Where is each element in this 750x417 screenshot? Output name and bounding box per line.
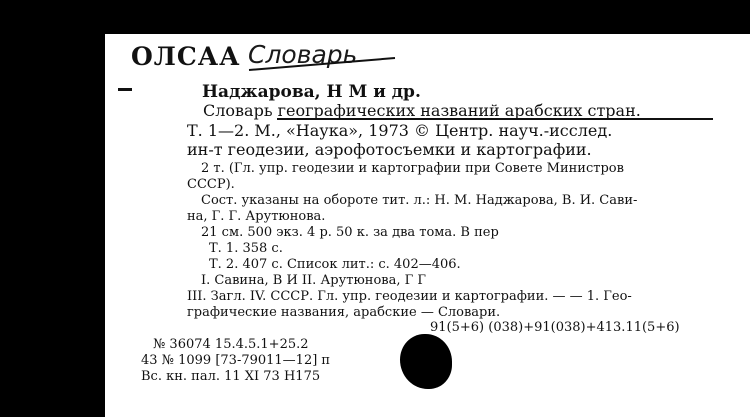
title-line-3: ин-т геодезии, аэрофотосъемки и картографии. — [187, 140, 592, 159]
card-heading: ОЛСАА — [131, 42, 241, 71]
body-line-4: на, Г. Г. Арутюнова. — [187, 209, 326, 224]
handwritten-note: Словарь — [248, 40, 358, 69]
author-line: Наджарова, Н М и др. — [202, 82, 421, 102]
title-underline — [275, 115, 715, 123]
body-line-10: графические названия, арабские — Словари. — [187, 305, 501, 320]
body-line-7: Т. 2. 407 с. Список лит.: с. 402—406. — [209, 257, 461, 272]
body-line-1: 2 т. (Гл. упр. геодезии и картографии при Совете Министров — [201, 161, 624, 176]
body-line-6: Т. 1. 358 с. — [209, 241, 283, 256]
body-line-9: III. Загл. IV. СССР. Гл. упр. геодезии и картографии. — — 1. Гео- — [187, 289, 632, 304]
title-line-1: Словарь географических названий арабских стран. — [203, 101, 641, 120]
title-line-2: Т. 1—2. М., «Наука», 1973 © Центр. науч.-исслед. — [187, 121, 613, 140]
classification-line: 91(5+6) (038)+91(038)+413.11(5+6) — [430, 320, 680, 335]
body-line-2: СССР). — [187, 177, 235, 192]
body-line-3: Сост. указаны на обороте тит. л.: Н. М. Наджарова, В. И. Сави- — [201, 193, 638, 208]
pen-stroke — [245, 48, 405, 78]
body-line-5: 21 см. 500 экз. 4 р. 50 к. за два тома. В пер — [201, 225, 499, 240]
body-line-8: I. Савина, В И II. Арутюнова, Г Г — [201, 273, 426, 288]
margin-mark — [118, 88, 132, 91]
footer-line-2: 43 № 1099 [73-79011—12] п — [141, 353, 331, 368]
footer-line-1: № 36074 15.4.5.1+25.2 — [153, 337, 309, 352]
catalog-card — [105, 34, 750, 417]
ink-blot — [400, 334, 452, 389]
footer-line-3: Вс. кн. пал. 11 XI 73 Н175 — [141, 369, 321, 384]
